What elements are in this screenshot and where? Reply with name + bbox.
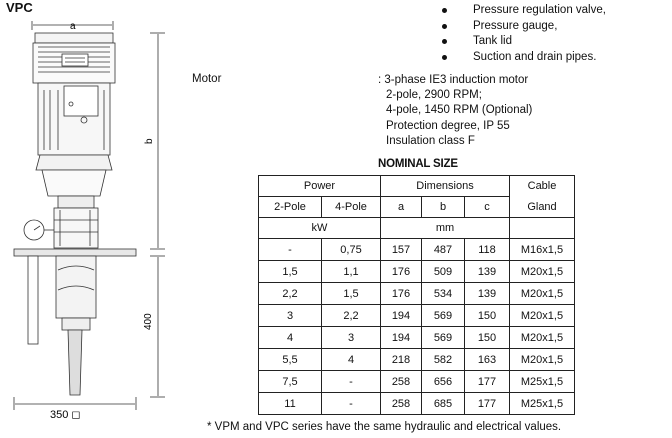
table-row [259,393,575,415]
table-cell: 569 [422,327,465,349]
table-cell: 139 [465,283,510,305]
table-cell: M20x1,5 [510,283,575,305]
motor-specs [378,73,532,149]
bullet-icon [442,24,447,29]
table-row [259,283,575,305]
table-cell: - [322,393,381,415]
table-cell: 656 [422,371,465,393]
table-cell: 258 [381,393,422,415]
table-cell: M25x1,5 [510,371,575,393]
table-cell: 11 [259,393,322,415]
table-cell: 7,5 [259,371,322,393]
table-cell: 3 [259,305,322,327]
table-cell: 118 [465,239,510,261]
bullet-icon [442,8,447,13]
header-a: a [381,197,422,218]
list-item: Suction and drain pipes. [442,50,606,66]
unit-mm: mm [381,218,510,239]
header-b: b [422,197,465,218]
dim-a-label: a [70,21,76,32]
list-item: Pressure regulation valve, [442,3,606,19]
table-cell: 1,5 [259,261,322,283]
table-cell: 1,5 [322,283,381,305]
table-cell: 218 [381,349,422,371]
table-cell: 5,5 [259,349,322,371]
table-cell: 0,75 [322,239,381,261]
page-title: VPC [6,0,33,15]
list-item: Tank lid [442,34,606,50]
table-cell: 2,2 [322,305,381,327]
table-cell: 177 [465,371,510,393]
bullet-icon [442,39,447,44]
table-cell: 194 [381,305,422,327]
motor-spec-line: 4-pole, 1450 RPM (Optional) [386,104,533,117]
header-c: c [465,197,510,218]
table-unit-row [259,218,575,239]
motor-spec-line: 2-pole, 2900 RPM; [386,89,482,102]
dim-400-label: 400 [143,313,154,330]
table-cell: 258 [381,371,422,393]
table-cell: 534 [422,283,465,305]
header-cable: Cable [510,176,575,197]
table-cell: 194 [381,327,422,349]
header-2pole: 2-Pole [259,197,322,218]
unit-kw: kW [259,218,381,239]
table-cell: M20x1,5 [510,327,575,349]
table-cell: 569 [422,305,465,327]
table-cell: 176 [381,283,422,305]
table-cell: 177 [465,393,510,415]
pump-drawing [0,0,200,438]
table-cell: - [259,239,322,261]
table-cell: 2,2 [259,283,322,305]
table-cell: M16x1,5 [510,239,575,261]
table-cell: 139 [465,261,510,283]
table-header-row [259,197,575,218]
motor-spec-line: Protection degree, IP 55 [386,119,510,132]
header-gland: Gland [510,197,575,218]
table-row [259,261,575,283]
footnote: * VPM and VPC series have the same hydraulic and electrical values. [207,421,562,433]
table-cell: 3 [322,327,381,349]
dim-b-label: b [144,138,155,144]
dim-350-label: 350 ◻ [50,409,81,421]
nominal-size-table [258,175,575,415]
header-4pole: 4-Pole [322,197,381,218]
table-cell: 150 [465,327,510,349]
table-cell: - [322,371,381,393]
table-cell: 150 [465,305,510,327]
table-cell: M25x1,5 [510,393,575,415]
header-power: Power [259,176,381,197]
motor-spec-line: : 3-phase IE3 induction motor [378,74,529,86]
motor-spec-line: Insulation class F [386,134,475,147]
table-row [259,371,575,393]
table-cell: M20x1,5 [510,349,575,371]
table-cell: 1,1 [322,261,381,283]
table-cell: 582 [422,349,465,371]
table-header-row [259,176,575,197]
table-cell: 509 [422,261,465,283]
table-cell: 157 [381,239,422,261]
table-row [259,327,575,349]
header-dimensions: Dimensions [381,176,510,197]
table-cell: 163 [465,349,510,371]
table-row [259,239,575,261]
table-title: NOMINAL SIZE [378,158,458,170]
table-cell: 176 [381,261,422,283]
table-cell: 685 [422,393,465,415]
bullet-icon [442,55,447,60]
table-cell: 4 [259,327,322,349]
table-cell: M20x1,5 [510,305,575,327]
table-cell: 487 [422,239,465,261]
table-row [259,305,575,327]
feature-list [442,3,606,65]
motor-label: Motor [192,73,222,85]
list-item: Pressure gauge, [442,19,606,35]
table-cell: M20x1,5 [510,261,575,283]
table-row [259,349,575,371]
table-cell: 4 [322,349,381,371]
